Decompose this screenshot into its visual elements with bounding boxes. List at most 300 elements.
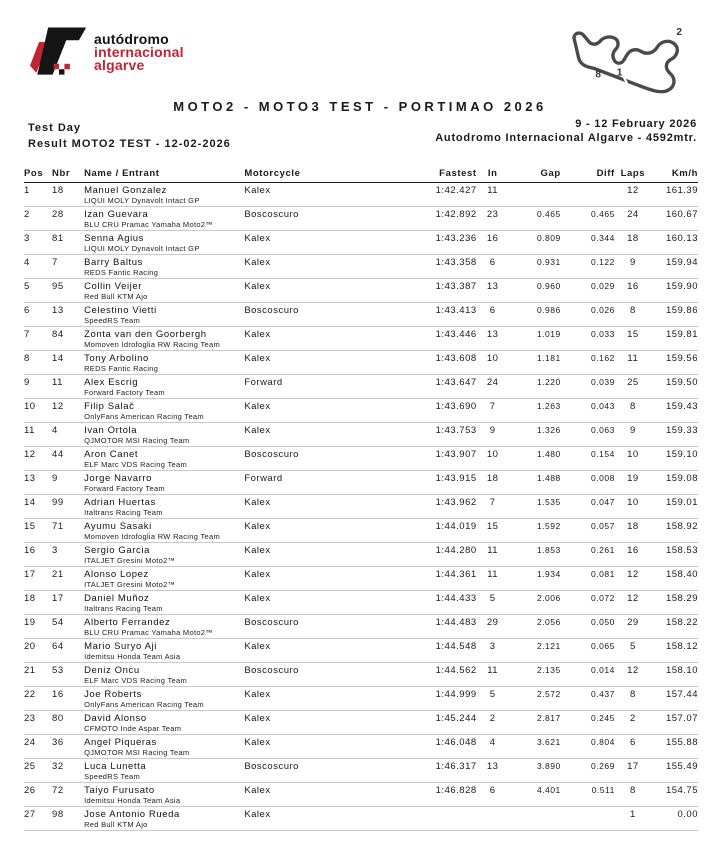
cell-nbr: 13 (52, 303, 84, 327)
cell-motorcycle: Kalex (244, 255, 376, 279)
cell-laps: 12 (615, 567, 651, 591)
cell-gap: 0.809 (509, 231, 561, 255)
cell-pos: 3 (24, 231, 52, 255)
cell-diff: 0.344 (561, 231, 615, 255)
cell-nbr: 18 (52, 183, 84, 207)
rider-name: Luca Lunetta (84, 761, 147, 772)
cell-fastest: 1:43.907 (377, 447, 477, 471)
cell-pos: 23 (24, 711, 52, 735)
cell-laps: 9 (615, 255, 651, 279)
cell-name (84, 663, 244, 687)
cell-name (84, 303, 244, 327)
cell-diff: 0.072 (561, 591, 615, 615)
cell-gap: 0.986 (509, 303, 561, 327)
rider-name: Alberto Ferrandez (84, 617, 171, 628)
cell-laps: 2 (615, 711, 651, 735)
cell-laps: 12 (615, 591, 651, 615)
session-name: Test Day (28, 122, 82, 134)
cell-motorcycle: Boscoscuro (244, 447, 376, 471)
cell-nbr: 95 (52, 279, 84, 303)
cell-laps: 9 (615, 423, 651, 447)
cell-in: 4 (477, 735, 509, 759)
entrant-name: REDS Fantic Racing (84, 364, 159, 373)
cell-in: 7 (477, 399, 509, 423)
cell-kmh: 159.01 (651, 495, 698, 519)
cell-diff: 0.437 (561, 687, 615, 711)
cell-kmh: 160.13 (651, 231, 698, 255)
col-header-in: In (477, 166, 509, 183)
cell-laps: 8 (615, 399, 651, 423)
cell-pos: 21 (24, 663, 52, 687)
rider-name: Adrian Huertas (84, 497, 156, 508)
cell-fastest: 1:46.048 (377, 735, 477, 759)
cell-pos: 25 (24, 759, 52, 783)
entrant-name: SpeedRS Team (84, 772, 141, 781)
cell-fastest: 1:43.962 (377, 495, 477, 519)
cell-motorcycle: Kalex (244, 543, 376, 567)
cell-nbr: 32 (52, 759, 84, 783)
cell-diff: 0.511 (561, 783, 615, 807)
cell-motorcycle: Boscoscuro (244, 615, 376, 639)
entrant-name: ITALJET Gresini Moto2™ (84, 556, 176, 565)
entrant-name: Momoven Idrofoglia RW Racing Team (84, 340, 221, 349)
cell-name (84, 279, 244, 303)
entrant-name: LIQUI MOLY Dynavolt Intact GP (84, 244, 200, 253)
cell-gap: 1.480 (509, 447, 561, 471)
cell-in (477, 807, 509, 831)
cell-name (84, 639, 244, 663)
entrant-name: Italtrans Racing Team (84, 508, 163, 517)
rider-name: Deniz Oncu (84, 665, 140, 676)
cell-fastest: 1:42.427 (377, 183, 477, 207)
result-row (24, 615, 698, 639)
rider-name: Jose Antonio Rueda (84, 809, 180, 820)
cell-fastest: 1:43.753 (377, 423, 477, 447)
rider-name: Celestino Vietti (84, 305, 157, 316)
cell-kmh: 158.92 (651, 519, 698, 543)
entrant-name: LIQUI MOLY Dynavolt Intact GP (84, 196, 200, 205)
results-body (24, 183, 698, 831)
cell-fastest: 1:44.562 (377, 663, 477, 687)
rider-name: Angel Piqueras (84, 737, 157, 748)
cell-nbr: 14 (52, 351, 84, 375)
cell-kmh: 157.07 (651, 711, 698, 735)
cell-nbr: 64 (52, 639, 84, 663)
result-row (24, 471, 698, 495)
cell-kmh: 159.56 (651, 351, 698, 375)
entrant-name: Red Bull KTM Ajo (84, 292, 148, 301)
cell-in: 5 (477, 591, 509, 615)
cell-kmh: 159.94 (651, 255, 698, 279)
cell-laps: 19 (615, 471, 651, 495)
cell-fastest: 1:44.433 (377, 591, 477, 615)
result-row (24, 303, 698, 327)
col-header-pos: Pos (24, 166, 52, 183)
cell-kmh: 159.81 (651, 327, 698, 351)
cell-kmh: 159.86 (651, 303, 698, 327)
cell-name (84, 543, 244, 567)
cell-diff: 0.162 (561, 351, 615, 375)
cell-nbr: 11 (52, 375, 84, 399)
cell-motorcycle: Kalex (244, 639, 376, 663)
cell-gap: 0.960 (509, 279, 561, 303)
cell-pos: 17 (24, 567, 52, 591)
results-header (24, 166, 698, 183)
cell-fastest: 1:44.999 (377, 687, 477, 711)
cell-pos: 8 (24, 351, 52, 375)
cell-diff: 0.804 (561, 735, 615, 759)
cell-nbr: 28 (52, 207, 84, 231)
logo-line-internacional: internacional (94, 44, 184, 60)
cell-fastest: 1:43.236 (377, 231, 477, 255)
col-header-laps: Laps (615, 166, 651, 183)
cell-fastest: 1:45.244 (377, 711, 477, 735)
cell-laps: 10 (615, 495, 651, 519)
result-line: Result MOTO2 TEST - 12-02-2026 (28, 138, 231, 150)
cell-in: 6 (477, 783, 509, 807)
cell-kmh: 159.08 (651, 471, 698, 495)
cell-name (84, 519, 244, 543)
result-row (24, 495, 698, 519)
cell-motorcycle: Kalex (244, 327, 376, 351)
cell-name (84, 207, 244, 231)
cell-diff: 0.026 (561, 303, 615, 327)
entrant-name: ITALJET Gresini Moto2™ (84, 580, 176, 589)
rider-name: Collin Veijer (84, 281, 143, 292)
cell-nbr: 54 (52, 615, 84, 639)
cell-fastest: 1:43.690 (377, 399, 477, 423)
cell-motorcycle: Kalex (244, 807, 376, 831)
cell-motorcycle: Kalex (244, 687, 376, 711)
cell-motorcycle: Forward (244, 471, 376, 495)
cell-fastest: 1:46.828 (377, 783, 477, 807)
cell-fastest: 1:44.361 (377, 567, 477, 591)
cell-diff: 0.050 (561, 615, 615, 639)
cell-gap: 1.934 (509, 567, 561, 591)
cell-fastest: 1:43.358 (377, 255, 477, 279)
cell-laps: 8 (615, 303, 651, 327)
cell-gap: 2.572 (509, 687, 561, 711)
cell-in: 2 (477, 711, 509, 735)
cell-laps: 8 (615, 687, 651, 711)
cell-fastest: 1:46.317 (377, 759, 477, 783)
cell-diff: 0.065 (561, 639, 615, 663)
cell-in: 6 (477, 303, 509, 327)
cell-fastest: 1:43.387 (377, 279, 477, 303)
cell-kmh: 154.75 (651, 783, 698, 807)
cell-name (84, 327, 244, 351)
cell-fastest: 1:43.915 (377, 471, 477, 495)
cell-nbr: 44 (52, 447, 84, 471)
cell-pos: 22 (24, 687, 52, 711)
result-row (24, 519, 698, 543)
result-row (24, 759, 698, 783)
cell-laps: 5 (615, 639, 651, 663)
cell-motorcycle: Kalex (244, 183, 376, 207)
rider-name: Alex Escrig (84, 377, 139, 388)
cell-diff: 0.261 (561, 543, 615, 567)
cell-pos: 24 (24, 735, 52, 759)
cell-laps: 6 (615, 735, 651, 759)
cell-gap: 2.056 (509, 615, 561, 639)
cell-nbr: 99 (52, 495, 84, 519)
entrant-name: QJMOTOR MSI Racing Team (84, 436, 190, 445)
cell-gap (509, 183, 561, 207)
cell-in: 3 (477, 639, 509, 663)
cell-laps: 1 (615, 807, 651, 831)
result-row (24, 735, 698, 759)
event-venue: Autodromo Internacional Algarve - 4592mtr. (435, 132, 697, 144)
cell-nbr: 21 (52, 567, 84, 591)
rider-name: Joe Roberts (84, 689, 142, 700)
cell-motorcycle: Boscoscuro (244, 663, 376, 687)
cell-pos: 13 (24, 471, 52, 495)
result-row (24, 591, 698, 615)
cell-pos: 14 (24, 495, 52, 519)
cell-pos: 11 (24, 423, 52, 447)
cell-nbr: 16 (52, 687, 84, 711)
cell-nbr: 84 (52, 327, 84, 351)
cell-kmh: 159.33 (651, 423, 698, 447)
cell-pos: 10 (24, 399, 52, 423)
cell-diff: 0.269 (561, 759, 615, 783)
cell-in: 11 (477, 567, 509, 591)
cell-laps: 12 (615, 183, 651, 207)
cell-in: 13 (477, 759, 509, 783)
cell-diff: 0.154 (561, 447, 615, 471)
cell-motorcycle: Kalex (244, 567, 376, 591)
cell-pos: 20 (24, 639, 52, 663)
cell-motorcycle: Kalex (244, 591, 376, 615)
cell-pos: 9 (24, 375, 52, 399)
cell-pos: 18 (24, 591, 52, 615)
cell-fastest: 1:43.608 (377, 351, 477, 375)
cell-diff: 0.063 (561, 423, 615, 447)
cell-gap: 2.135 (509, 663, 561, 687)
cell-laps: 24 (615, 207, 651, 231)
cell-laps: 17 (615, 759, 651, 783)
col-header-nbr: Nbr (52, 166, 84, 183)
col-header-motorcycle: Motorcycle (244, 166, 376, 183)
cell-kmh: 161.39 (651, 183, 698, 207)
cell-gap: 3.621 (509, 735, 561, 759)
cell-nbr: 53 (52, 663, 84, 687)
cell-name (84, 375, 244, 399)
result-row (24, 543, 698, 567)
cell-gap: 0.465 (509, 207, 561, 231)
cell-in: 11 (477, 663, 509, 687)
page-title: MOTO2 - MOTO3 TEST - PORTIMAO 2026 (173, 99, 547, 114)
cell-fastest: 1:43.446 (377, 327, 477, 351)
cell-motorcycle: Boscoscuro (244, 759, 376, 783)
cell-name (84, 807, 244, 831)
cell-kmh: 0.00 (651, 807, 698, 831)
circuit-logo (30, 24, 184, 80)
cell-diff: 0.008 (561, 471, 615, 495)
cell-fastest: 1:43.413 (377, 303, 477, 327)
cell-pos: 4 (24, 255, 52, 279)
result-row (24, 663, 698, 687)
cell-pos: 19 (24, 615, 52, 639)
logo-line-algarve: algarve (94, 57, 145, 73)
cell-name (84, 399, 244, 423)
cell-name (84, 255, 244, 279)
cell-nbr: 98 (52, 807, 84, 831)
cell-motorcycle: Kalex (244, 279, 376, 303)
cell-kmh: 158.40 (651, 567, 698, 591)
cell-motorcycle: Kalex (244, 423, 376, 447)
entrant-name: BLU CRU Pramac Yamaha Moto2™ (84, 220, 214, 229)
cell-pos: 2 (24, 207, 52, 231)
rider-name: Sergio Garcia (84, 545, 150, 556)
cell-nbr: 72 (52, 783, 84, 807)
track-map-icon (554, 10, 702, 100)
cell-kmh: 160.67 (651, 207, 698, 231)
cell-in: 11 (477, 543, 509, 567)
result-row (24, 231, 698, 255)
cell-gap: 1.535 (509, 495, 561, 519)
result-row (24, 279, 698, 303)
cell-nbr: 81 (52, 231, 84, 255)
rider-name: Zonta van den Goorbergh (84, 329, 207, 340)
circuit-logo-mark-icon (30, 24, 88, 80)
cell-fastest: 1:44.483 (377, 615, 477, 639)
rider-name: Mario Suryo Aji (84, 641, 157, 652)
cell-laps: 16 (615, 543, 651, 567)
cell-in: 18 (477, 471, 509, 495)
cell-name (84, 423, 244, 447)
cell-pos: 15 (24, 519, 52, 543)
cell-in: 7 (477, 495, 509, 519)
session-meta (28, 120, 231, 152)
cell-kmh: 157.44 (651, 687, 698, 711)
cell-nbr: 12 (52, 399, 84, 423)
rider-name: Barry Baltus (84, 257, 144, 268)
col-header-fastest: Fastest (377, 166, 477, 183)
rider-name: Alonso Lopez (84, 569, 149, 580)
result-row (24, 375, 698, 399)
cell-name (84, 183, 244, 207)
track-label-turn2: 2 (676, 26, 682, 38)
event-dates: 9 - 12 February 2026 (575, 118, 697, 130)
cell-gap: 1.488 (509, 471, 561, 495)
result-row (24, 423, 698, 447)
cell-pos: 16 (24, 543, 52, 567)
circuit-logo-text (94, 24, 184, 72)
cell-kmh: 158.53 (651, 543, 698, 567)
cell-fastest: 1:44.280 (377, 543, 477, 567)
cell-in: 23 (477, 207, 509, 231)
cell-name (84, 447, 244, 471)
cell-motorcycle: Forward (244, 375, 376, 399)
cell-kmh: 158.10 (651, 663, 698, 687)
entrant-name: SpeedRS Team (84, 316, 141, 325)
cell-gap: 0.931 (509, 255, 561, 279)
entrant-name: Forward Factory Team (84, 388, 165, 397)
entrant-name: Italtrans Racing Team (84, 604, 163, 613)
cell-motorcycle: Boscoscuro (244, 207, 376, 231)
cell-motorcycle: Kalex (244, 783, 376, 807)
cell-pos: 7 (24, 327, 52, 351)
cell-motorcycle: Kalex (244, 399, 376, 423)
cell-kmh: 158.12 (651, 639, 698, 663)
cell-gap: 1.326 (509, 423, 561, 447)
cell-gap (509, 807, 561, 831)
entrant-name: ELF Marc VDS Racing Team (84, 676, 188, 685)
cell-laps: 18 (615, 231, 651, 255)
entrant-name: ELF Marc VDS Racing Team (84, 460, 188, 469)
cell-in: 5 (477, 687, 509, 711)
cell-laps: 18 (615, 519, 651, 543)
cell-diff: 0.033 (561, 327, 615, 351)
cell-laps: 16 (615, 279, 651, 303)
cell-laps: 29 (615, 615, 651, 639)
cell-kmh: 159.43 (651, 399, 698, 423)
cell-diff: 0.043 (561, 399, 615, 423)
cell-gap: 1.853 (509, 543, 561, 567)
rider-name: Ayumu Sasaki (84, 521, 152, 532)
entrant-name: Momoven Idrofoglia RW Racing Team (84, 532, 221, 541)
cell-in: 29 (477, 615, 509, 639)
cell-fastest: 1:44.019 (377, 519, 477, 543)
cell-diff: 0.465 (561, 207, 615, 231)
cell-in: 9 (477, 423, 509, 447)
event-meta (435, 117, 697, 145)
cell-gap: 1.592 (509, 519, 561, 543)
cell-diff: 0.047 (561, 495, 615, 519)
cell-name (84, 615, 244, 639)
cell-in: 11 (477, 183, 509, 207)
cell-gap: 3.890 (509, 759, 561, 783)
cell-laps: 8 (615, 783, 651, 807)
cell-motorcycle: Kalex (244, 351, 376, 375)
rider-name: Filip Salač (84, 401, 135, 412)
entrant-name: QJMOTOR MSI Racing Team (84, 748, 190, 757)
entrant-name: CFMOTO Inde Aspar Team (84, 724, 182, 733)
result-row (24, 783, 698, 807)
cell-diff: 0.039 (561, 375, 615, 399)
results-table (24, 166, 698, 831)
cell-laps: 12 (615, 663, 651, 687)
cell-in: 24 (477, 375, 509, 399)
cell-gap: 1.263 (509, 399, 561, 423)
cell-gap: 1.019 (509, 327, 561, 351)
cell-diff: 0.081 (561, 567, 615, 591)
cell-gap: 4.401 (509, 783, 561, 807)
cell-diff: 0.057 (561, 519, 615, 543)
cell-nbr: 36 (52, 735, 84, 759)
cell-diff (561, 807, 615, 831)
cell-name (84, 567, 244, 591)
cell-diff: 0.122 (561, 255, 615, 279)
rider-name: Taiyo Furusato (84, 785, 155, 796)
cell-in: 13 (477, 279, 509, 303)
result-row (24, 351, 698, 375)
cell-nbr: 7 (52, 255, 84, 279)
result-row (24, 207, 698, 231)
cell-motorcycle: Kalex (244, 519, 376, 543)
cell-name (84, 231, 244, 255)
rider-name: Jorge Navarro (84, 473, 153, 484)
cell-diff: 0.014 (561, 663, 615, 687)
cell-fastest: 1:42.892 (377, 207, 477, 231)
cell-nbr: 17 (52, 591, 84, 615)
cell-motorcycle: Kalex (244, 735, 376, 759)
entrant-name: Idemitsu Honda Team Asia (84, 652, 181, 661)
cell-kmh: 158.22 (651, 615, 698, 639)
entrant-name: Red Bull KTM Ajo (84, 820, 148, 829)
entrant-name: OnlyFans American Racing Team (84, 700, 204, 709)
